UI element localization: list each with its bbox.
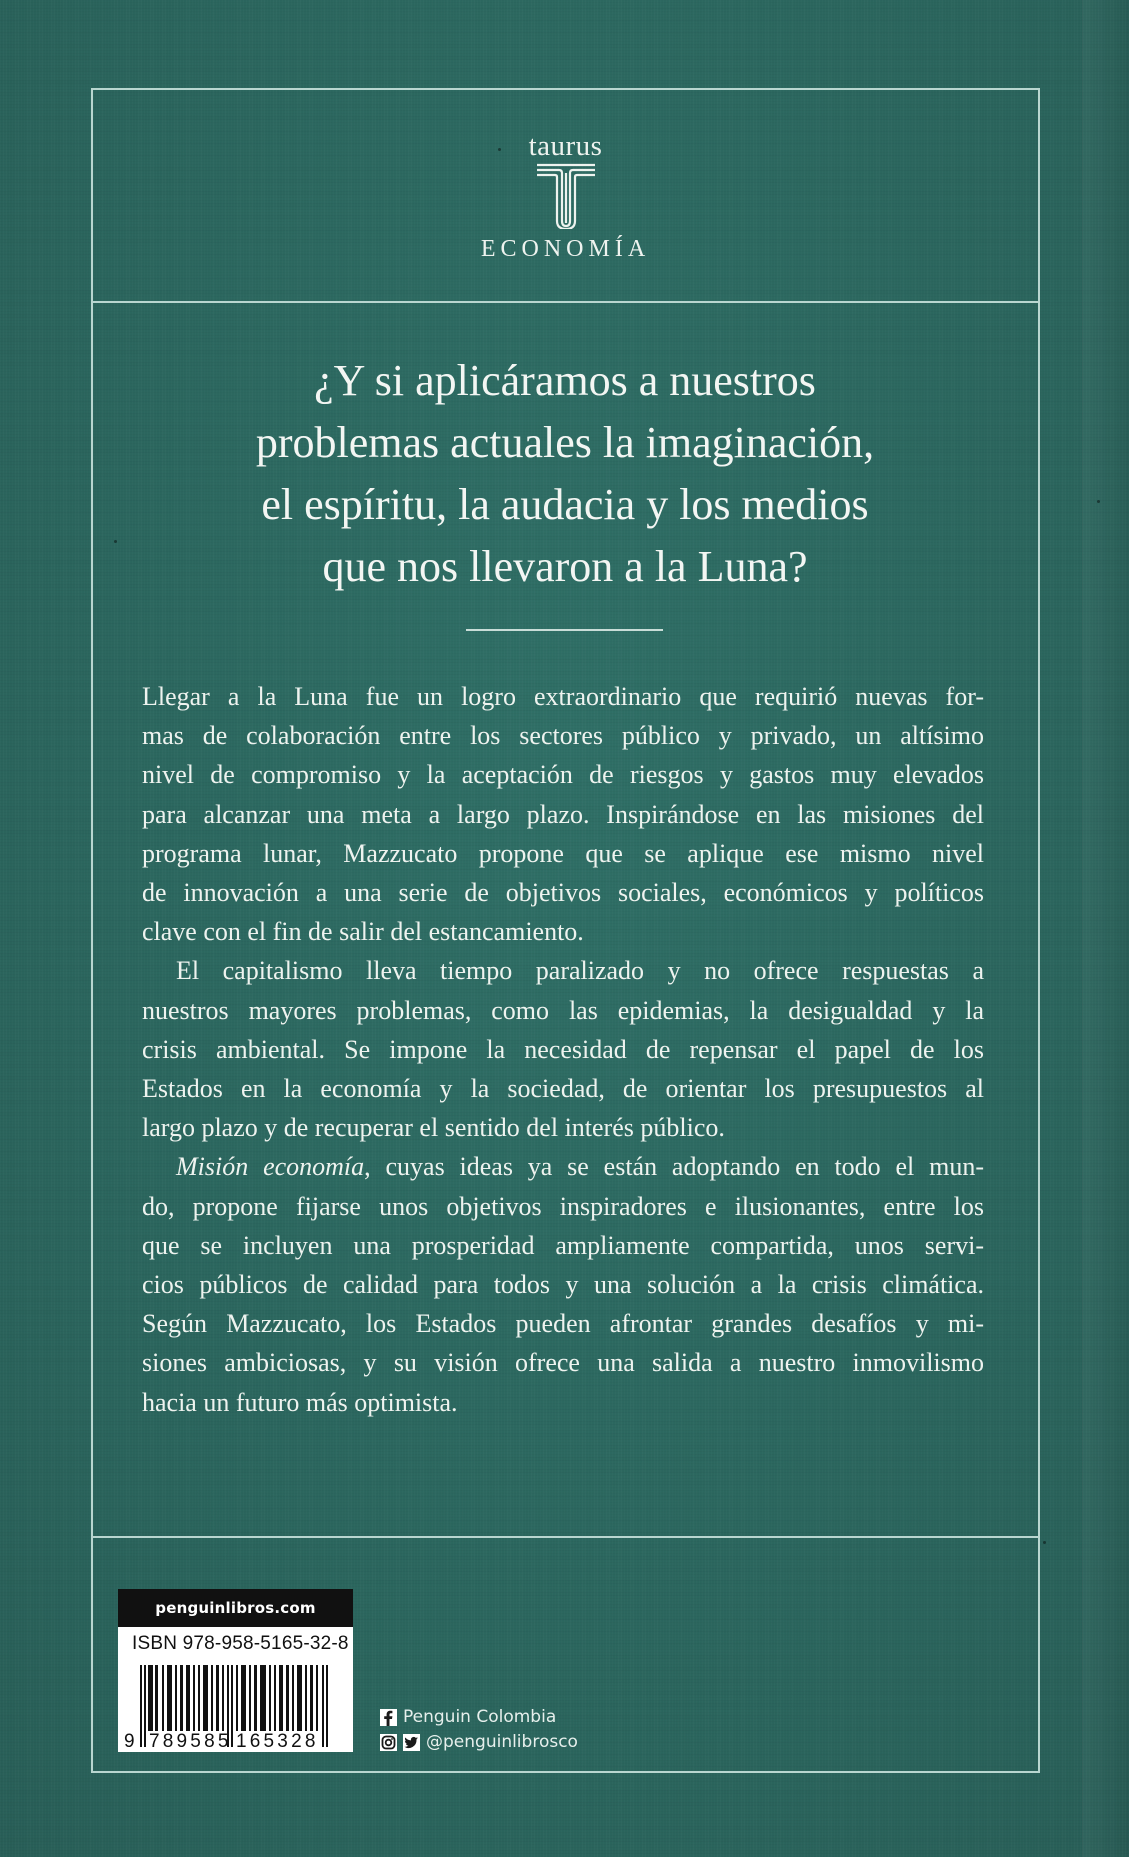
facebook-icon xyxy=(380,1709,397,1726)
imprint-name: taurus xyxy=(528,130,603,162)
footer-divider xyxy=(91,1536,1040,1538)
social-links xyxy=(380,1705,578,1755)
barcode-icon xyxy=(118,1665,353,1752)
speck xyxy=(1097,500,1100,503)
synopsis xyxy=(142,677,984,1422)
speck xyxy=(114,540,117,543)
body-line: do, propone fijarse unos objetivos inspiradores e ilusionantes, entre los xyxy=(142,1191,984,1221)
header-divider xyxy=(91,301,1040,303)
body-line: Estados en la economía y la sociedad, de orientar los presupuestos al xyxy=(142,1074,984,1104)
body-line: siones ambiciosas, y su visión ofrece una salida a nuestro inmovilismo xyxy=(142,1348,984,1378)
headline-line: problemas actuales la imaginación, xyxy=(255,418,875,467)
body-line: El capitalismo lleva tiempo paralizado y no ofrece respuestas a xyxy=(176,956,984,986)
body-line: mas de colaboración entre los sectores público y privado, un altísimo xyxy=(142,721,984,751)
social-handle: @penguinlibrosco xyxy=(426,1732,578,1752)
body-line: Según Mazzucato, los Estados pueden afrontar grandes desafíos y mi- xyxy=(142,1309,984,1339)
taurus-t-icon xyxy=(535,163,597,229)
body-line: hacia un futuro más optimista. xyxy=(142,1387,458,1417)
series-label: ECONOMÍA xyxy=(480,236,651,262)
body-line: de innovación a una serie de objetivos sociales, económicos y políticos xyxy=(142,878,984,908)
book-title: Misión economía xyxy=(176,1152,365,1182)
facebook-link[interactable] xyxy=(380,1705,578,1730)
headline-rule xyxy=(466,629,663,631)
body-line: cios públicos de calidad para todos y una solución a la crisis climática. xyxy=(142,1270,984,1300)
body-line: que se incluyen una prosperidad ampliamente compartida, unos servi- xyxy=(142,1230,984,1260)
website-label: penguinlibros.com xyxy=(118,1589,353,1627)
body-line: programa lunar, Mazzucato propone que se aplique ese mismo nivel xyxy=(142,838,984,868)
headline-line: el espíritu, la audacia y los medios xyxy=(261,480,869,529)
headline-question xyxy=(130,350,1000,598)
instagram-icon xyxy=(380,1734,397,1751)
barcode-label xyxy=(118,1589,353,1752)
body-line: nivel de compromiso y la aceptación de riesgos y gastos muy elevados xyxy=(142,760,984,790)
publisher-logo xyxy=(91,88,1040,301)
barcode-digits-left: 789585 xyxy=(149,1731,232,1752)
headline-line: ¿Y si aplicáramos a nuestros xyxy=(314,356,816,405)
twitter-icon xyxy=(403,1734,420,1751)
facebook-label: Penguin Colombia xyxy=(403,1707,557,1727)
body-line: largo plazo y de recuperar el sentido del interés público. xyxy=(142,1113,725,1143)
handle-link[interactable] xyxy=(380,1730,578,1755)
body-line: nuestros mayores problemas, como las epidemias, la desigualdad y la xyxy=(142,995,984,1025)
barcode-digit-first: 9 xyxy=(124,1731,135,1752)
isbn-label: ISBN 978-958-5165-32-8 xyxy=(132,1633,349,1654)
speck xyxy=(1043,1541,1046,1544)
body-text: , cuyas ideas ya se están adoptando en todo el mun- xyxy=(364,1152,985,1182)
spine-edge xyxy=(1082,0,1129,1857)
headline-line: que nos llevaron a la Luna? xyxy=(322,542,808,591)
body-line: crisis ambiental. Se impone la necesidad de repensar el papel de los xyxy=(142,1034,984,1064)
barcode-digits-right: 165328 xyxy=(236,1731,319,1752)
body-line: clave con el fin de salir del estancamiento. xyxy=(142,917,584,947)
body-line xyxy=(142,1147,984,1186)
body-line: Llegar a la Luna fue un logro extraordinario que requirió nuevas for- xyxy=(142,682,984,711)
speck xyxy=(498,148,501,151)
body-line: para alcanzar una meta a largo plazo. Inspirándose en las misiones del xyxy=(142,799,984,829)
